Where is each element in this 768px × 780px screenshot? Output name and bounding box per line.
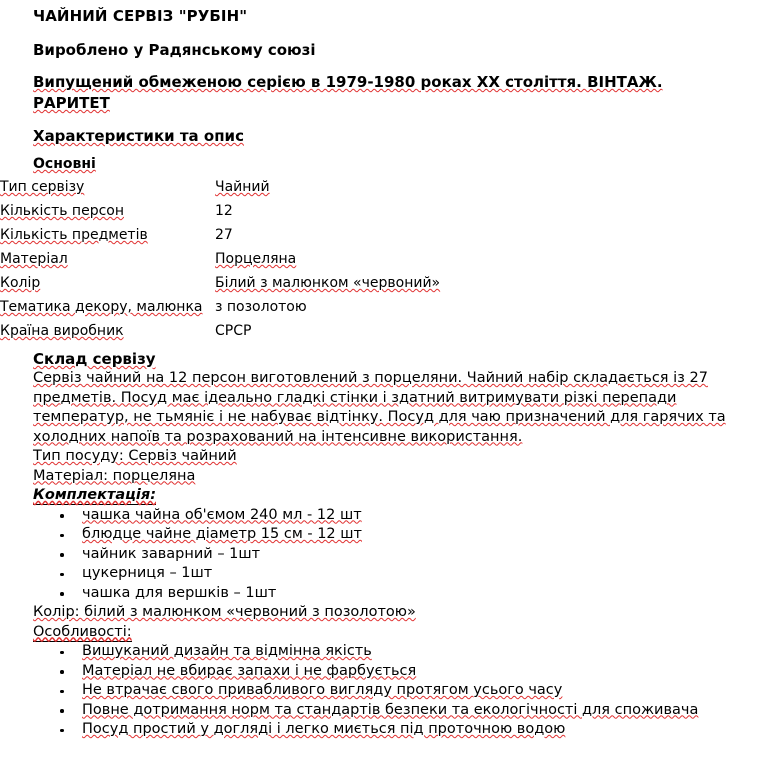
list-item: цукерниця – 1шт xyxy=(0,564,768,584)
spec-key: Кількість персон xyxy=(0,203,124,219)
features-list xyxy=(0,642,768,740)
composition-type-line: Тип посуду: Сервіз чайний xyxy=(33,448,237,464)
list-item: блюдце чайне діаметр 15 см - 12 шт xyxy=(0,525,768,545)
table-row xyxy=(0,224,515,248)
spec-section-title: Характеристики та опис xyxy=(33,127,244,145)
list-item: чайник заварний – 1шт xyxy=(0,545,768,565)
spec-group-title: Основні xyxy=(33,156,96,172)
table-row xyxy=(0,272,515,296)
table-row xyxy=(0,296,515,320)
list-item: Посуд простий у догляді і легко миється під проточною водою xyxy=(0,720,768,740)
spec-value: Порцеляна xyxy=(215,251,297,267)
composition-title: Склад сервізу xyxy=(33,350,156,368)
specifications-body xyxy=(0,176,515,344)
spec-value: 12 xyxy=(215,203,233,219)
table-row xyxy=(0,320,515,344)
spec-key: Кількість предметів xyxy=(0,227,148,243)
spec-key: Країна виробник xyxy=(0,323,124,339)
spec-key: Тип сервізу xyxy=(0,179,85,195)
composition-material-line: Матеріал: порцеляна xyxy=(33,467,196,484)
table-row xyxy=(0,176,515,200)
composition-paragraph: Сервіз чайний на 12 персон виготовлений з порцеляни. Чайний набір складається із 27 предметів. Посуд має ідеально гладкі стінки і здатний витримувати різкі перепади температур, не тьмяніє і не набуває відтінку. Посуд для чаю призначений для гарячих та холодних напоїв та розрахований на інтенсивне використання. xyxy=(33,370,726,445)
specifications-table xyxy=(0,176,515,344)
lead-text: Випущений обмеженою серією в 1979-1980 роках ХХ століття. ВІНТАЖ. РАРИТЕТ xyxy=(33,73,663,112)
list-item: Вишуканий дизайн та відмінна якість xyxy=(0,642,768,662)
page-title: ЧАЙНИЙ СЕРВІЗ "РУБІН" xyxy=(33,7,248,25)
list-item: чашка для вершків – 1шт xyxy=(0,584,768,604)
list-item: Не втрачає свого привабливого вигляду протягом усього часу xyxy=(0,681,768,701)
table-row xyxy=(0,200,515,224)
composition-color-line: Колір: білий з малюнком «червоний з позолотою» xyxy=(33,604,416,620)
table-row xyxy=(0,248,515,272)
spec-value: 27 xyxy=(215,227,233,243)
document-lead xyxy=(0,60,768,114)
spec-key: Колір xyxy=(0,275,41,291)
spec-key: Матеріал xyxy=(0,251,68,267)
list-item: Повне дотримання норм та стандартів безпеки та екологічності для споживача xyxy=(0,701,768,721)
document-subtitle: Вироблено у Радянському союзі xyxy=(33,41,316,59)
features-title: Особливості: xyxy=(33,623,132,640)
kit-list xyxy=(0,506,768,604)
spec-value: Чайний xyxy=(215,179,270,195)
list-item: Матеріал не вбирає запахи і не фарбується xyxy=(0,662,768,682)
spec-key: Тематика декору, малюнка xyxy=(0,299,203,315)
kit-title: Комплектація: xyxy=(33,487,156,503)
spec-value: СРСР xyxy=(215,323,252,339)
spec-value: Білий з малюнком «червоний» xyxy=(215,275,441,291)
list-item: чашка чайна об'ємом 240 мл - 12 шт xyxy=(0,506,768,526)
spec-value: з позолотою xyxy=(215,299,307,315)
